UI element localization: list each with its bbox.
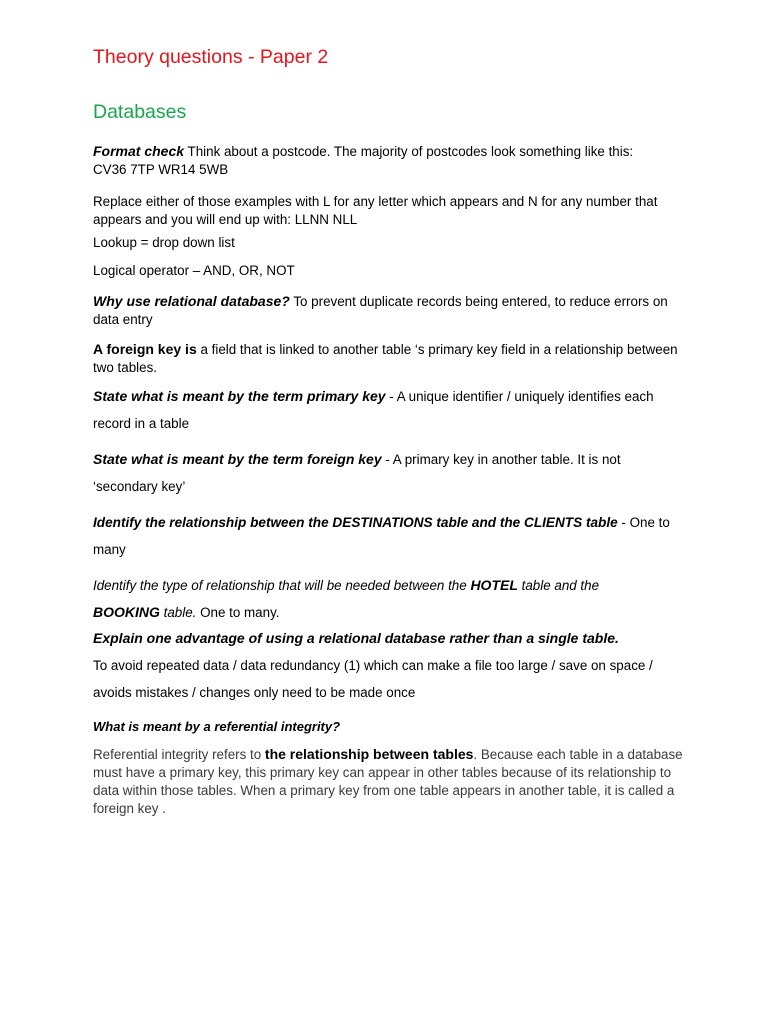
page-title: Theory questions - Paper 2 (93, 46, 329, 68)
format-check-term: Format check (93, 143, 185, 159)
replace-paragraph: Replace either of those examples with L for any letter which appears and N for any number that appears and you will end up with: LLNN NLL (93, 194, 658, 227)
foreign-key-text: a field that is linked to another table ‘s primary key field in a relationship between two tables. (93, 342, 678, 375)
relationship-question (93, 509, 683, 563)
hotel-q-part3: table. (159, 605, 197, 620)
foreign-key-definition (93, 340, 683, 377)
advantage-q: Explain one advantage of using a relational database rather than a single table. (93, 630, 619, 646)
ref-integrity-part2: . Because each table in a database must have a primary key, this primary key can appear in other tables because of its relationship to data within those tables. When a primary key from one table appears in another table, it is called a foreign key . (93, 747, 683, 816)
advantage-answer: To avoid repeated data / data redundancy (1) which can make a file too large / save on space / avoids mistakes / changes only need to be made once (93, 658, 653, 700)
hotel-q-part2: table and the (517, 578, 600, 593)
why-relational-question: Why use relational database? (93, 293, 290, 309)
logical-operator-line: Logical operator – AND, OR, NOT (93, 263, 295, 278)
foreign-key-question (93, 446, 683, 500)
format-check-text: Think about a postcode. The majority of postcodes look something like this: (184, 144, 634, 159)
hotel-word: HOTEL (470, 577, 518, 593)
why-relational-paragraph (93, 292, 683, 329)
hotel-booking-question (93, 572, 683, 626)
booking-word: BOOKING (93, 604, 160, 620)
why-relational-answer: To prevent duplicate records being entered, to reduce errors on data entry (93, 294, 668, 327)
foreign-key-q: State what is meant by the term foreign key (93, 451, 382, 467)
ref-integrity-bold: the relationship between tables (264, 746, 474, 762)
ref-integrity-q: What is meant by a referential integrity? (93, 719, 341, 734)
primary-key-question (93, 383, 683, 437)
hotel-q-part1: Identify the type of relationship that will be needed between the (93, 578, 471, 593)
referential-integrity-question (93, 718, 683, 736)
relationship-a: - One to many (93, 515, 670, 557)
section-heading: Databases (93, 101, 187, 123)
ref-integrity-part1: Referential integrity refers to (93, 747, 265, 762)
hotel-answer: One to many. (196, 605, 280, 620)
advantage-question (93, 629, 683, 648)
lookup-line: Lookup = drop down list (93, 235, 235, 250)
primary-key-a: - A unique identifier / uniquely identifies each record in a table (93, 389, 654, 431)
format-check-paragraph (93, 142, 683, 179)
primary-key-q: State what is meant by the term primary key (93, 388, 386, 404)
referential-integrity-answer (93, 745, 683, 818)
foreign-key-term: A foreign key is (93, 341, 197, 357)
postcode-examples: CV36 7TP WR14 5WB (93, 162, 229, 177)
foreign-key-a: - A primary key in another table. It is not ‘secondary key’ (93, 452, 621, 494)
relationship-q: Identify the relationship between the DESTINATIONS table and the CLIENTS table (93, 515, 618, 530)
